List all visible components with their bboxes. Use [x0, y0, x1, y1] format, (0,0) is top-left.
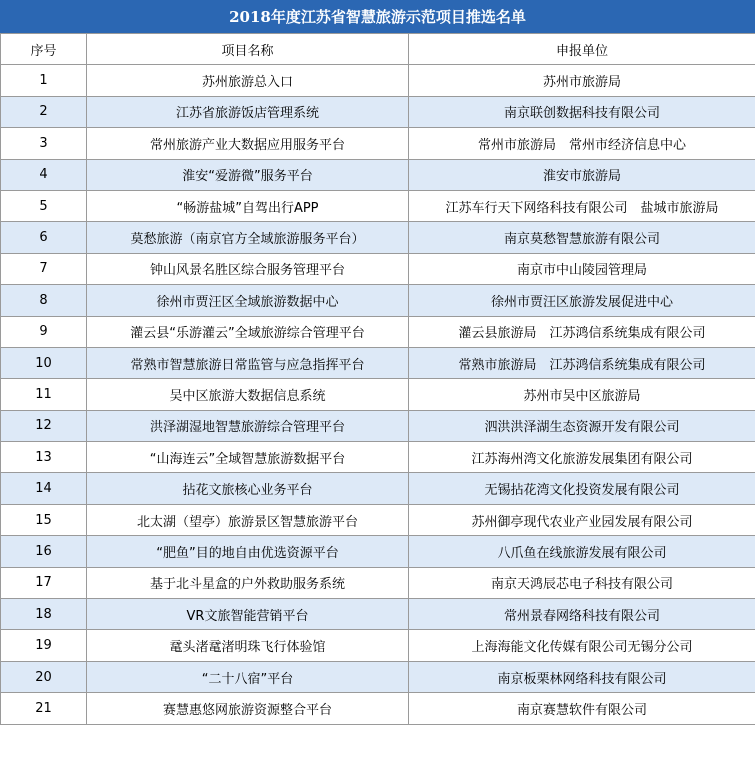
row-index: 14 [1, 473, 87, 504]
row-index: 16 [1, 536, 87, 567]
table-row [1, 65, 755, 96]
row-index: 13 [1, 442, 87, 473]
header-project-name: 项目名称 [87, 34, 409, 65]
row-applicant: 南京莫愁智慧旅游有限公司 [409, 222, 755, 253]
row-index: 7 [1, 253, 87, 284]
table-row [1, 316, 755, 347]
header-applicant: 申报单位 [409, 34, 755, 65]
row-index: 18 [1, 599, 87, 630]
row-applicant: 南京市中山陵园管理局 [409, 253, 755, 284]
row-project-name: 莫愁旅游（南京官方全域旅游服务平台） [87, 222, 409, 253]
table-row [1, 222, 755, 253]
row-index: 2 [1, 96, 87, 127]
row-project-name: 灌云县“乐游灌云”全域旅游综合管理平台 [87, 316, 409, 347]
row-index: 8 [1, 285, 87, 316]
row-project-name: 常州旅游产业大数据应用服务平台 [87, 128, 409, 159]
table-row [1, 96, 755, 127]
row-applicant: 八爪鱼在线旅游发展有限公司 [409, 536, 755, 567]
row-index: 20 [1, 661, 87, 692]
row-project-name: 吴中区旅游大数据信息系统 [87, 379, 409, 410]
row-project-name: 常熟市智慧旅游日常监管与应急指挥平台 [87, 347, 409, 378]
row-applicant: 常州市旅游局 常州市经济信息中心 [409, 128, 755, 159]
table-row [1, 253, 755, 284]
row-applicant: 苏州市吴中区旅游局 [409, 379, 755, 410]
row-index: 4 [1, 159, 87, 190]
row-index: 15 [1, 504, 87, 535]
row-applicant: 南京联创数据科技有限公司 [409, 96, 755, 127]
row-index: 10 [1, 347, 87, 378]
row-project-name: 赛慧惠悠网旅游资源整合平台 [87, 693, 409, 724]
row-project-name: “肥鱼”目的地自由优选资源平台 [87, 536, 409, 567]
table-row [1, 159, 755, 190]
row-project-name: VR文旅智能营销平台 [87, 599, 409, 630]
row-applicant: 泗洪洪泽湖生态资源开发有限公司 [409, 410, 755, 441]
table-row [1, 190, 755, 221]
row-applicant: 常熟市旅游局 江苏鸿信系统集成有限公司 [409, 347, 755, 378]
row-project-name: 徐州市贾汪区全域旅游数据中心 [87, 285, 409, 316]
row-applicant: 苏州御亭现代农业产业园发展有限公司 [409, 504, 755, 535]
row-index: 1 [1, 65, 87, 96]
row-applicant: 常州景春网络科技有限公司 [409, 599, 755, 630]
table-row [1, 410, 755, 441]
row-project-name: 拈花文旅核心业务平台 [87, 473, 409, 504]
table-row [1, 128, 755, 159]
table-row [1, 473, 755, 504]
row-index: 21 [1, 693, 87, 724]
row-project-name: 江苏省旅游饭店管理系统 [87, 96, 409, 127]
row-index: 11 [1, 379, 87, 410]
table-row [1, 536, 755, 567]
row-project-name: 基于北斗星盒的户外救助服务系统 [87, 567, 409, 598]
row-project-name: 苏州旅游总入口 [87, 65, 409, 96]
row-project-name: “畅游盐城”自驾出行APP [87, 190, 409, 221]
row-project-name: “山海连云”全域智慧旅游数据平台 [87, 442, 409, 473]
row-applicant: 徐州市贾汪区旅游发展促进中心 [409, 285, 755, 316]
table-row [1, 567, 755, 598]
row-project-name: 淮安“爱游微”服务平台 [87, 159, 409, 190]
row-index: 12 [1, 410, 87, 441]
project-table [0, 33, 755, 725]
row-applicant: 淮安市旅游局 [409, 159, 755, 190]
table-body [1, 65, 755, 724]
row-project-name: 钟山风景名胜区综合服务管理平台 [87, 253, 409, 284]
row-applicant: 南京赛慧软件有限公司 [409, 693, 755, 724]
row-applicant: 江苏海州湾文化旅游发展集团有限公司 [409, 442, 755, 473]
table-row [1, 347, 755, 378]
row-project-name: “二十八宿”平台 [87, 661, 409, 692]
table-row [1, 285, 755, 316]
row-applicant: 南京天鸿辰芯电子科技有限公司 [409, 567, 755, 598]
row-index: 5 [1, 190, 87, 221]
row-index: 6 [1, 222, 87, 253]
row-applicant: 无锡拈花湾文化投资发展有限公司 [409, 473, 755, 504]
table-row [1, 504, 755, 535]
header-index: 序号 [1, 34, 87, 65]
row-project-name: 北太湖（望亭）旅游景区智慧旅游平台 [87, 504, 409, 535]
table-row [1, 630, 755, 661]
table-row [1, 693, 755, 724]
row-applicant: 灌云县旅游局 江苏鸿信系统集成有限公司 [409, 316, 755, 347]
row-index: 19 [1, 630, 87, 661]
row-index: 17 [1, 567, 87, 598]
row-index: 3 [1, 128, 87, 159]
row-applicant: 南京板栗林网络科技有限公司 [409, 661, 755, 692]
row-applicant: 上海海能文化传媒有限公司无锡分公司 [409, 630, 755, 661]
row-applicant: 苏州市旅游局 [409, 65, 755, 96]
table-row [1, 442, 755, 473]
header-row [1, 34, 755, 65]
row-index: 9 [1, 316, 87, 347]
row-applicant: 江苏车行天下网络科技有限公司 盐城市旅游局 [409, 190, 755, 221]
table-row [1, 379, 755, 410]
row-project-name: 鼋头渚鼋渚明珠飞行体验馆 [87, 630, 409, 661]
table-title: 2018年度江苏省智慧旅游示范项目推选名单 [0, 0, 755, 33]
table-row [1, 661, 755, 692]
table-row [1, 599, 755, 630]
row-project-name: 洪泽湖湿地智慧旅游综合管理平台 [87, 410, 409, 441]
